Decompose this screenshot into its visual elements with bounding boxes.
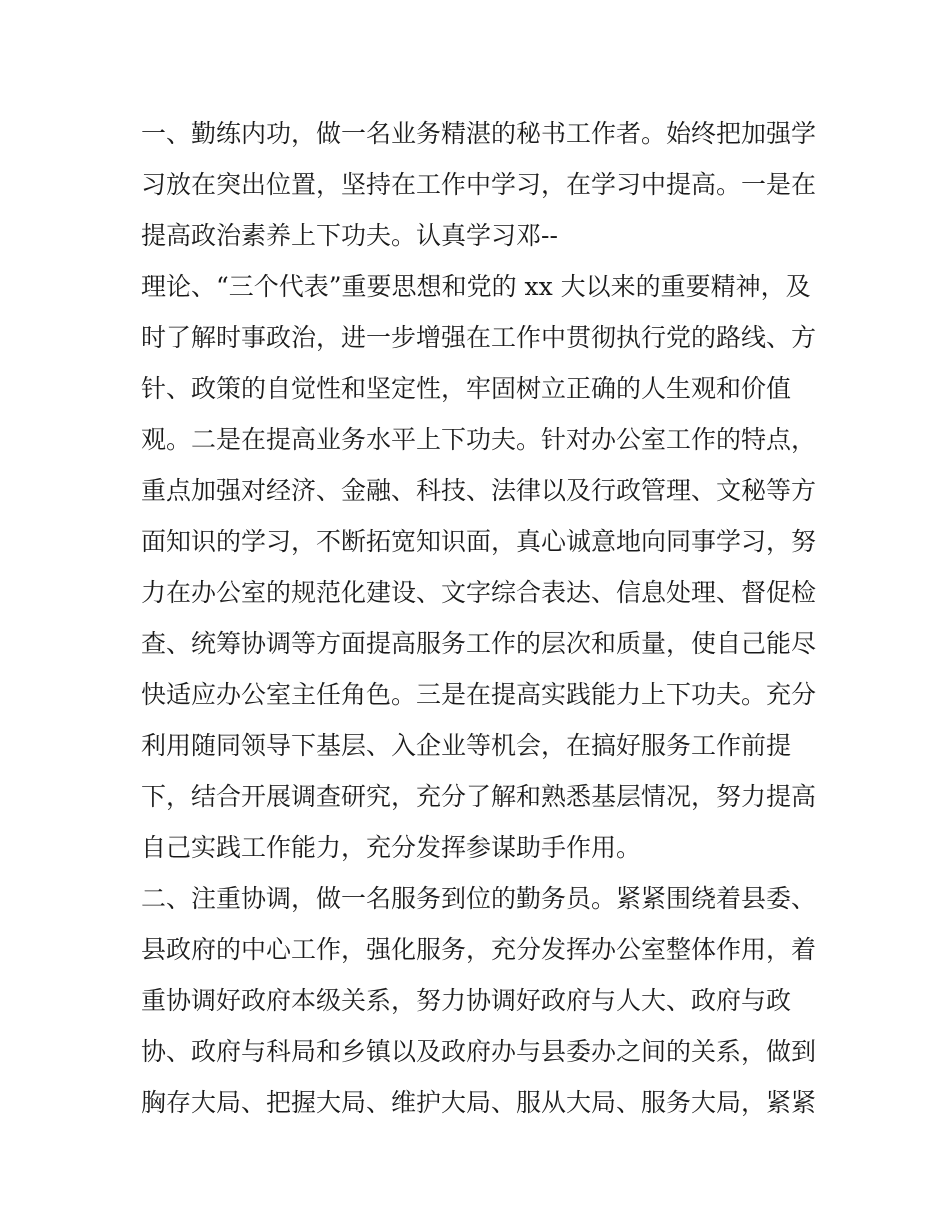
text-line: 提高政治素养上下功夫。认真学习邓-- <box>141 221 558 250</box>
text-line: 时了解时事政治，进一步增强在工作中贯彻执行党的路线、方 <box>141 323 817 352</box>
text-line: 重点加强对经济、金融、科技、法律以及行政管理、文秘等方 <box>141 476 817 505</box>
text-line: 县政府的中心工作，强化服务，充分发挥办公室整体作用，着 <box>141 935 817 964</box>
text-line: 二、注重协调，做一名服务到位的勤务员。紧紧围绕着县委、 <box>141 884 817 913</box>
text-line: 力在办公室的规范化建设、文字综合表达、信息处理、督促检 <box>141 578 817 607</box>
body-text <box>141 108 831 1128</box>
text-line: 理论、“三个代表”重要思想和党的 xx 大以来的重要精神，及 <box>141 272 811 301</box>
text-line: 习放在突出位置，坚持在工作中学习，在学习中提高。一是在 <box>141 170 817 199</box>
text-line: 面知识的学习，不断拓宽知识面，真心诚意地向同事学习，努 <box>141 527 817 556</box>
text-line: 一、勤练内功，做一名业务精湛的秘书工作者。始终把加强学 <box>141 119 817 148</box>
text-line: 协、政府与科局和乡镇以及政府办与县委办之间的关系，做到 <box>141 1037 817 1066</box>
text-line: 下，结合开展调查研究，充分了解和熟悉基层情况，努力提高 <box>141 782 817 811</box>
text-line: 查、统筹协调等方面提高服务工作的层次和质量，使自己能尽 <box>141 629 817 658</box>
text-line: 针、政策的自觉性和坚定性，牢固树立正确的人生观和价值 <box>141 374 792 403</box>
text-line: 胸存大局、把握大局、维护大局、服从大局、服务大局，紧紧 <box>141 1088 817 1117</box>
text-line: 重协调好政府本级关系，努力协调好政府与人大、政府与政 <box>141 986 792 1015</box>
text-line: 观。二是在提高业务水平上下功夫。针对办公室工作的特点， <box>141 425 817 454</box>
text-line: 自己实践工作能力，充分发挥参谋助手作用。 <box>141 833 642 862</box>
text-line: 快适应办公室主任角色。三是在提高实践能力上下功夫。充分 <box>141 680 817 709</box>
text-line: 利用随同领导下基层、入企业等机会，在搞好服务工作前提 <box>141 731 792 760</box>
